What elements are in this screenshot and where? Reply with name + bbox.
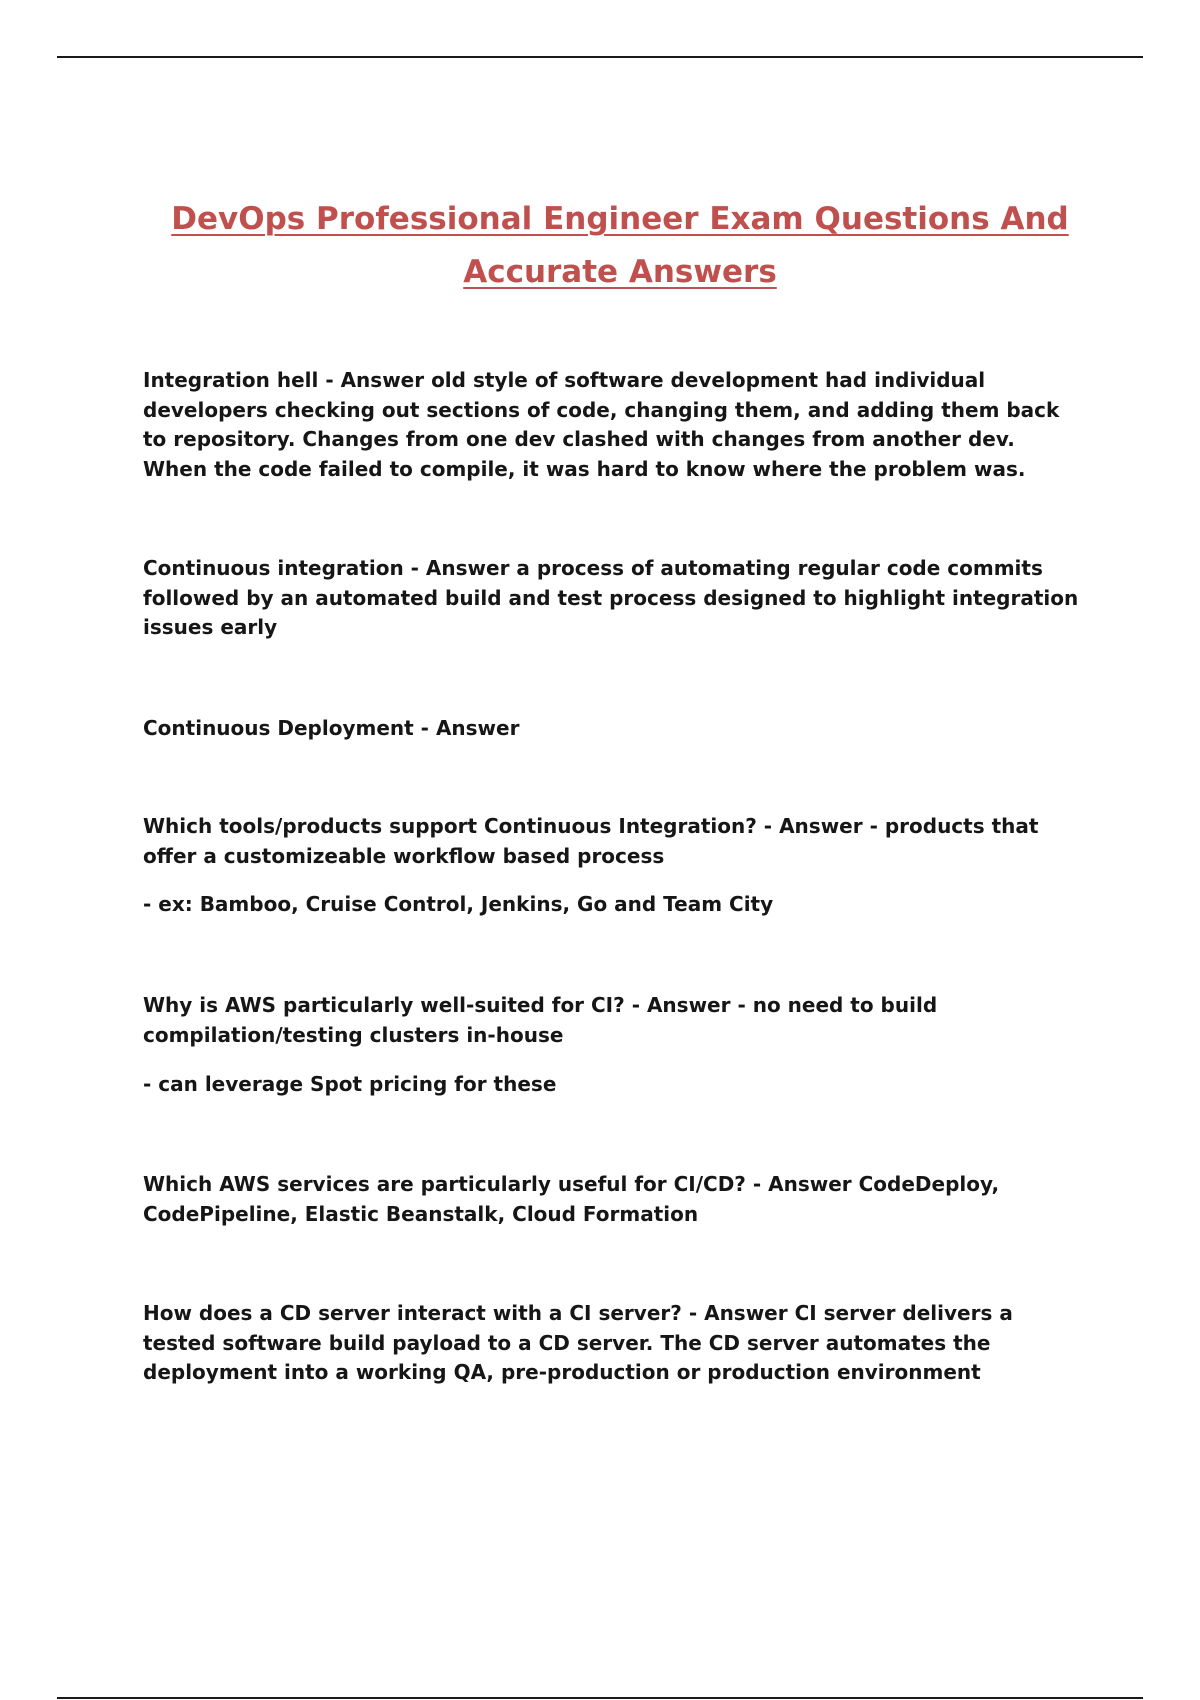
qa-text: Continuous integration - Answer a process of automating regular code commits followed by an automated build and test process designed to highlight integration issues early	[143, 556, 1079, 639]
qa-text: Integration hell - Answer old style of software development had individual developers checking out sections of code, changing them, and adding them back to repository. Changes from one dev clashed with changes from another dev. When the code failed to compile, it was hard to know where the problem was.	[143, 368, 1060, 481]
title-line-2: Accurate Answers	[463, 254, 777, 290]
document-title	[100, 193, 1140, 299]
qa-item-cd-ci-interaction	[143, 1299, 1083, 1388]
qa-item-aws-services	[143, 1170, 1083, 1229]
qa-extra: - can leverage Spot pricing for these	[143, 1072, 557, 1096]
qa-extra: - ex: Bamboo, Cruise Control, Jenkins, Go and Team City	[143, 892, 774, 916]
qa-item-ci-tools	[143, 812, 1083, 920]
qa-item-continuous-deployment	[143, 714, 1083, 744]
title-line-1: DevOps Professional Engineer Exam Questions And	[171, 201, 1069, 237]
qa-text: Continuous Deployment - Answer	[143, 716, 520, 740]
qa-item-aws-ci	[143, 991, 1083, 1100]
qa-text: Which tools/products support Continuous Integration? - Answer - products that offer a customizeable workflow based process	[143, 814, 1039, 868]
qa-text: Why is AWS particularly well-suited for CI? - Answer - no need to build compilation/testing clusters in-house	[143, 993, 938, 1047]
header-rule	[57, 56, 1143, 58]
footer-rule	[57, 1697, 1143, 1699]
qa-text: How does a CD server interact with a CI server? - Answer CI server delivers a tested software build payload to a CD server. The CD server automates the deployment into a working QA, pre-production or production environment	[143, 1301, 1013, 1384]
qa-item-integration-hell	[143, 366, 1083, 484]
qa-item-continuous-integration	[143, 554, 1083, 643]
qa-text: Which AWS services are particularly useful for CI/CD? - Answer CodeDeploy, CodePipeline, Elastic Beanstalk, Cloud Formation	[143, 1172, 1000, 1226]
